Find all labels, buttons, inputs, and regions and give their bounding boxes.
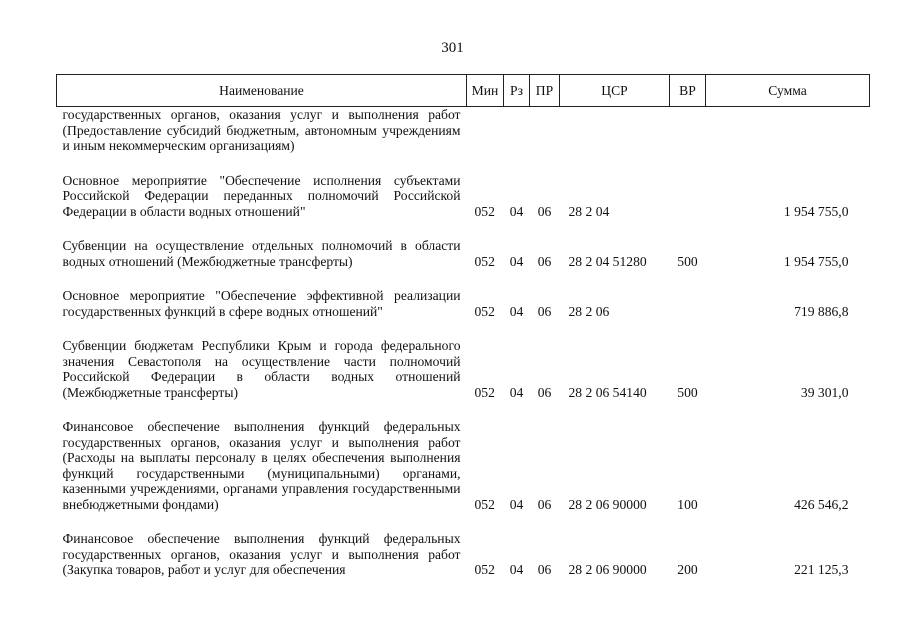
column-header-vr: ВР [670,75,706,107]
column-header-csr: ЦСР [560,75,670,107]
row-min: 052 [474,496,495,512]
row-min: 052 [474,203,495,219]
row-pr: 06 [537,303,552,319]
row-name: Основное мероприятие "Обеспечение эффективной реализации государственных функций в сфере водных отношений" [62,288,461,319]
row-vr [670,288,706,319]
row-rz: 04 [509,303,524,319]
table-header [57,75,870,107]
budget-table [56,74,870,578]
row-name: Финансовое обеспечение выполнения функций федеральных государственных органов, оказания услуг и выполнения работ (Расходы на выплаты персоналу в целях обеспечения выполнения функций государственными (муниципальными) органами, казенными учреждениями, органами управления государственными внебюджетными фондами) [62,419,461,512]
row-rz: 04 [509,496,524,512]
row-pr: 06 [537,562,552,577]
row-csr: 28 2 06 90000 [568,496,647,512]
row-rz: 04 [509,384,524,400]
table-row [57,288,870,319]
row-rz [504,107,530,154]
row-name: Субвенции бюджетам Республики Крым и города федерального значения Севастополя на осуществление части полномочий Российской Федерации в области водных отношений (Межбюджетные трансферты) [62,338,461,400]
row-min: 052 [474,384,495,400]
row-pr: 06 [537,384,552,400]
row-vr: 100 [677,496,698,512]
row-min: 052 [474,303,495,319]
column-header-name: Наименование [57,75,467,107]
column-header-sum: Сумма [706,75,870,107]
row-sum: 1 954 755,0 [783,203,849,219]
row-csr: 28 2 06 90000 [568,562,647,577]
row-vr: 200 [677,562,698,577]
row-csr: 28 2 04 [568,203,610,219]
column-header-pr: ПР [530,75,560,107]
column-header-min: Мин [467,75,504,107]
row-vr: 500 [677,253,698,269]
row-rz: 04 [509,562,524,577]
row-sum [706,107,870,154]
table-body [57,107,870,578]
table-row [57,531,870,578]
table-row [57,338,870,400]
column-header-rz: Рз [504,75,530,107]
row-sum: 39 301,0 [800,384,849,400]
row-pr: 06 [537,496,552,512]
row-min [467,107,504,154]
row-sum: 719 886,8 [794,303,849,319]
row-sum: 1 954 755,0 [783,253,849,269]
row-vr [670,107,706,154]
row-min: 052 [474,253,495,269]
row-csr: 28 2 06 [568,303,610,319]
row-pr: 06 [537,253,552,269]
row-min: 052 [474,562,495,577]
row-vr: 500 [677,384,698,400]
row-csr: 28 2 06 54140 [568,384,647,400]
row-rz: 04 [509,253,524,269]
page-number: 301 [441,40,464,56]
row-pr: 06 [537,203,552,219]
row-sum: 221 125,3 [794,562,849,577]
row-csr: 28 2 04 51280 [568,253,647,269]
row-csr [560,107,670,154]
table-row [57,419,870,512]
row-pr [530,107,560,154]
table-row [57,107,870,154]
row-name: государственных органов, оказания услуг и выполнения работ (Предоставление субсидий бюджетным, автономным учреждениям и иным некоммерческим организациям) [62,107,461,153]
row-sum: 426 546,2 [794,496,849,512]
row-rz: 04 [509,203,524,219]
table-row [57,238,870,269]
row-vr [670,173,706,220]
row-name: Финансовое обеспечение выполнения функций федеральных государственных органов, оказания услуг и выполнения работ (Закупка товаров, работ и услуг для обеспечения [62,531,461,577]
row-name: Субвенции на осуществление отдельных полномочий в области водных отношений (Межбюджетные трансферты) [62,238,461,269]
row-name: Основное мероприятие "Обеспечение исполнения субъектами Российской Федерации переданных полномочий Российской Федерации в области водных отношений" [62,172,461,219]
table-row [57,173,870,220]
